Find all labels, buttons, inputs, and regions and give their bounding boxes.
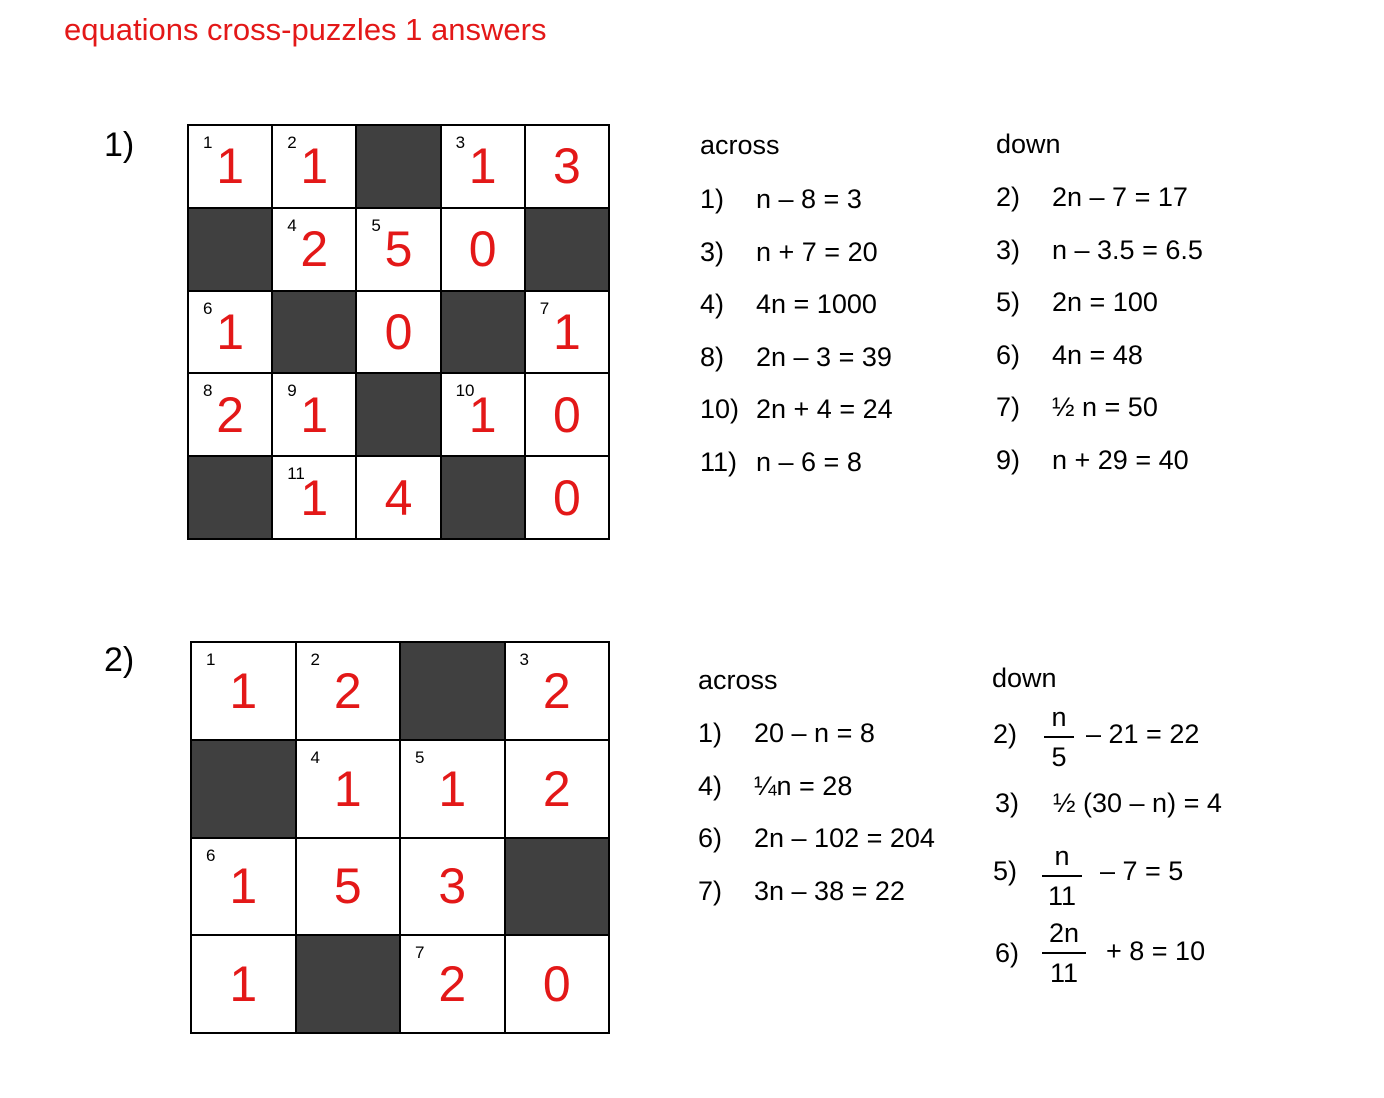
across-clue — [698, 718, 875, 749]
puzzle-cell — [191, 642, 296, 740]
clue-number: 7 — [415, 943, 425, 963]
puzzle-cell — [356, 208, 440, 291]
clue-label: 2) — [996, 182, 1021, 212]
answer-digit: 1 — [229, 956, 258, 1013]
puzzle-2-down-6-rest: + 8 = 10 — [1106, 936, 1206, 966]
blocked-cell — [188, 208, 272, 291]
clue-equation: 20 – n = 8 — [754, 718, 875, 748]
puzzle-cell — [296, 642, 401, 740]
answer-digit: 2 — [300, 221, 329, 278]
clue-equation: 4n = 1000 — [756, 289, 877, 319]
clue-number: 6 — [206, 845, 216, 865]
answer-digit: 5 — [384, 221, 413, 278]
puzzle-2-down-5-label: 5) — [993, 856, 1018, 886]
answer-digit: 2 — [333, 662, 362, 719]
puzzle-2-across-heading: across — [698, 665, 778, 695]
puzzle-2-down-6-fraction — [1042, 920, 1086, 987]
across-clue — [700, 237, 878, 268]
puzzle-2-down-3-equation: ½ (30 – n) = 4 — [1053, 788, 1222, 818]
clue-number: 10 — [455, 381, 475, 401]
clue-number: 7 — [539, 298, 550, 318]
answer-digit: 0 — [552, 386, 581, 443]
answer-digit: 0 — [468, 221, 497, 278]
answer-digit: 1 — [300, 386, 329, 443]
clue-equation: n – 8 = 3 — [756, 184, 862, 214]
answer-digit: 4 — [384, 469, 413, 526]
blocked-cell — [272, 291, 356, 374]
puzzle-2-down-5-rest: – 7 = 5 — [1100, 856, 1184, 886]
puzzle-cell — [191, 935, 296, 1033]
fraction-denominator: 11 — [1047, 881, 1077, 911]
answer-digit: 1 — [229, 662, 258, 719]
puzzle-cell — [188, 291, 272, 374]
puzzle-cell — [505, 935, 610, 1033]
blocked-cell — [356, 125, 440, 208]
fraction-numerator: 2n — [1048, 918, 1080, 948]
puzzle-cell — [505, 740, 610, 838]
puzzle-cell — [525, 456, 609, 539]
blocked-cell — [188, 456, 272, 539]
page-title: equations cross-puzzles 1 answers — [64, 12, 547, 47]
clue-equation: n – 6 = 8 — [756, 446, 862, 477]
puzzle-cell — [356, 291, 440, 374]
puzzle-1-across-heading: across — [700, 130, 780, 160]
clue-equation: ¼n = 28 — [754, 770, 853, 801]
answer-digit: 1 — [300, 469, 329, 526]
clue-label: 6) — [698, 823, 723, 853]
clue-label: 10) — [700, 394, 740, 424]
clue-equation: 3n – 38 = 22 — [754, 875, 905, 906]
puzzle-cell — [356, 456, 440, 539]
fraction-denominator: 5 — [1051, 742, 1067, 772]
puzzle-cell — [505, 642, 610, 740]
down-clue — [996, 445, 1189, 476]
clue-number: 3 — [519, 650, 529, 669]
clue-equation: 2n – 102 = 204 — [754, 823, 935, 853]
fraction-bar — [1044, 736, 1074, 738]
clue-equation: n + 29 = 40 — [1052, 444, 1189, 475]
clue-equation: 2n – 7 = 17 — [1052, 182, 1188, 212]
puzzle-cell — [525, 125, 609, 208]
blocked-cell — [441, 456, 525, 539]
answer-digit: 1 — [468, 386, 497, 443]
clue-equation: n – 3.5 = 6.5 — [1052, 234, 1203, 265]
clue-label: 4) — [698, 770, 723, 801]
blocked-cell — [356, 373, 440, 456]
clue-number: 5 — [415, 747, 425, 767]
puzzle-1-down-heading: down — [996, 129, 1061, 159]
clue-number: 4 — [287, 215, 297, 235]
across-clue — [698, 876, 905, 907]
across-clue — [700, 394, 893, 425]
fraction-numerator: n — [1054, 841, 1070, 871]
puzzle-cell — [441, 125, 525, 208]
clue-number: 1 — [206, 650, 216, 669]
across-clue — [700, 447, 862, 478]
puzzle-cell — [400, 838, 505, 936]
puzzle-2-down-6-label: 6) — [995, 938, 1020, 968]
puzzle-cell — [525, 373, 609, 456]
puzzle-2-down-2-label: 2) — [993, 719, 1018, 749]
clue-label: 6) — [996, 339, 1021, 370]
clue-number: 5 — [371, 215, 381, 235]
puzzle-2-grid — [190, 641, 610, 1034]
down-clue — [996, 287, 1158, 318]
puzzle-cell — [400, 740, 505, 838]
clue-label: 5) — [996, 287, 1021, 317]
puzzle-cell — [296, 838, 401, 936]
down-clue — [996, 392, 1158, 423]
puzzle-cell — [441, 208, 525, 291]
puzzle-cell — [272, 373, 356, 456]
clue-label: 7) — [996, 392, 1021, 422]
puzzle-1-label: 1) — [104, 126, 135, 164]
answer-digit: 3 — [552, 138, 581, 195]
answer-digit: 1 — [300, 138, 329, 195]
clue-label: 1) — [698, 718, 723, 748]
clue-label: 9) — [996, 444, 1021, 475]
clue-number: 6 — [203, 298, 213, 318]
clue-label: 3) — [700, 236, 725, 267]
across-clue — [698, 771, 852, 802]
clue-equation: 2n – 3 = 39 — [756, 341, 892, 372]
clue-equation: 2n = 100 — [1052, 287, 1158, 317]
down-clue — [996, 182, 1188, 213]
clue-number: 4 — [310, 747, 320, 767]
across-clue — [700, 342, 892, 373]
puzzle-cell — [400, 935, 505, 1033]
puzzle-cell — [272, 208, 356, 291]
puzzle-2-down-5-fraction — [1042, 843, 1082, 910]
clue-number: 2 — [287, 133, 297, 152]
blocked-cell — [505, 838, 610, 936]
answer-digit: 0 — [542, 956, 571, 1013]
clue-equation: n + 7 = 20 — [756, 236, 878, 267]
down-clue — [996, 235, 1203, 266]
puzzle-2-down-3-label: 3) — [995, 788, 1020, 818]
answer-digit: 2 — [438, 956, 467, 1013]
clue-label: 8) — [700, 341, 725, 372]
answer-digit: 1 — [333, 760, 362, 817]
blocked-cell — [441, 291, 525, 374]
answer-digit: 1 — [438, 760, 467, 817]
answer-digit: 1 — [216, 138, 244, 195]
answer-digit: 0 — [552, 469, 581, 526]
clue-number: 11 — [287, 464, 305, 484]
puzzle-2-label: 2) — [104, 641, 135, 679]
across-clue — [700, 184, 862, 215]
blocked-cell — [525, 208, 609, 291]
answer-digit: 3 — [438, 858, 467, 915]
answer-digit: 2 — [216, 386, 244, 443]
clue-number: 9 — [287, 381, 297, 401]
puzzle-2-down-2-rest: – 21 = 22 — [1086, 719, 1200, 749]
answer-digit: 0 — [384, 303, 413, 360]
puzzle-1-grid — [187, 124, 610, 540]
fraction-numerator: n — [1051, 702, 1067, 732]
puzzle-cell — [272, 456, 356, 539]
blocked-cell — [296, 935, 401, 1033]
answer-digit: 1 — [229, 858, 258, 915]
clue-label: 7) — [698, 875, 723, 906]
clue-label: 4) — [700, 289, 725, 319]
fraction-bar — [1042, 875, 1082, 877]
fraction-denominator: 11 — [1049, 958, 1079, 988]
clue-number: 1 — [203, 133, 213, 152]
puzzle-cell — [441, 373, 525, 456]
puzzle-2-down-heading: down — [992, 663, 1057, 693]
puzzle-2-down-2-fraction — [1044, 704, 1074, 771]
puzzle-cell — [188, 373, 272, 456]
clue-equation: 2n + 4 = 24 — [756, 394, 893, 424]
clue-equation: ½ n = 50 — [1052, 392, 1158, 422]
clue-label: 11) — [700, 446, 738, 477]
across-clue — [700, 289, 877, 320]
clue-label: 3) — [996, 234, 1021, 265]
puzzle-cell — [191, 838, 296, 936]
puzzle-cell — [296, 740, 401, 838]
blocked-cell — [400, 642, 505, 740]
clue-label: 1) — [700, 184, 725, 214]
answer-digit: 5 — [333, 858, 362, 915]
answer-digit: 1 — [216, 303, 244, 360]
clue-equation: 4n = 48 — [1052, 339, 1143, 370]
clue-number: 2 — [310, 650, 320, 669]
answer-digit: 1 — [468, 138, 497, 195]
down-clue — [996, 340, 1143, 371]
puzzle-cell — [525, 291, 609, 374]
answer-digit: 2 — [542, 760, 571, 817]
answer-digit: 2 — [542, 662, 571, 719]
clue-number: 3 — [455, 133, 466, 152]
puzzle-cell — [272, 125, 356, 208]
puzzle-cell — [188, 125, 272, 208]
across-clue — [698, 823, 935, 854]
blocked-cell — [191, 740, 296, 838]
clue-number: 8 — [203, 381, 213, 401]
fraction-bar — [1042, 952, 1086, 954]
answer-digit: 1 — [552, 303, 581, 360]
